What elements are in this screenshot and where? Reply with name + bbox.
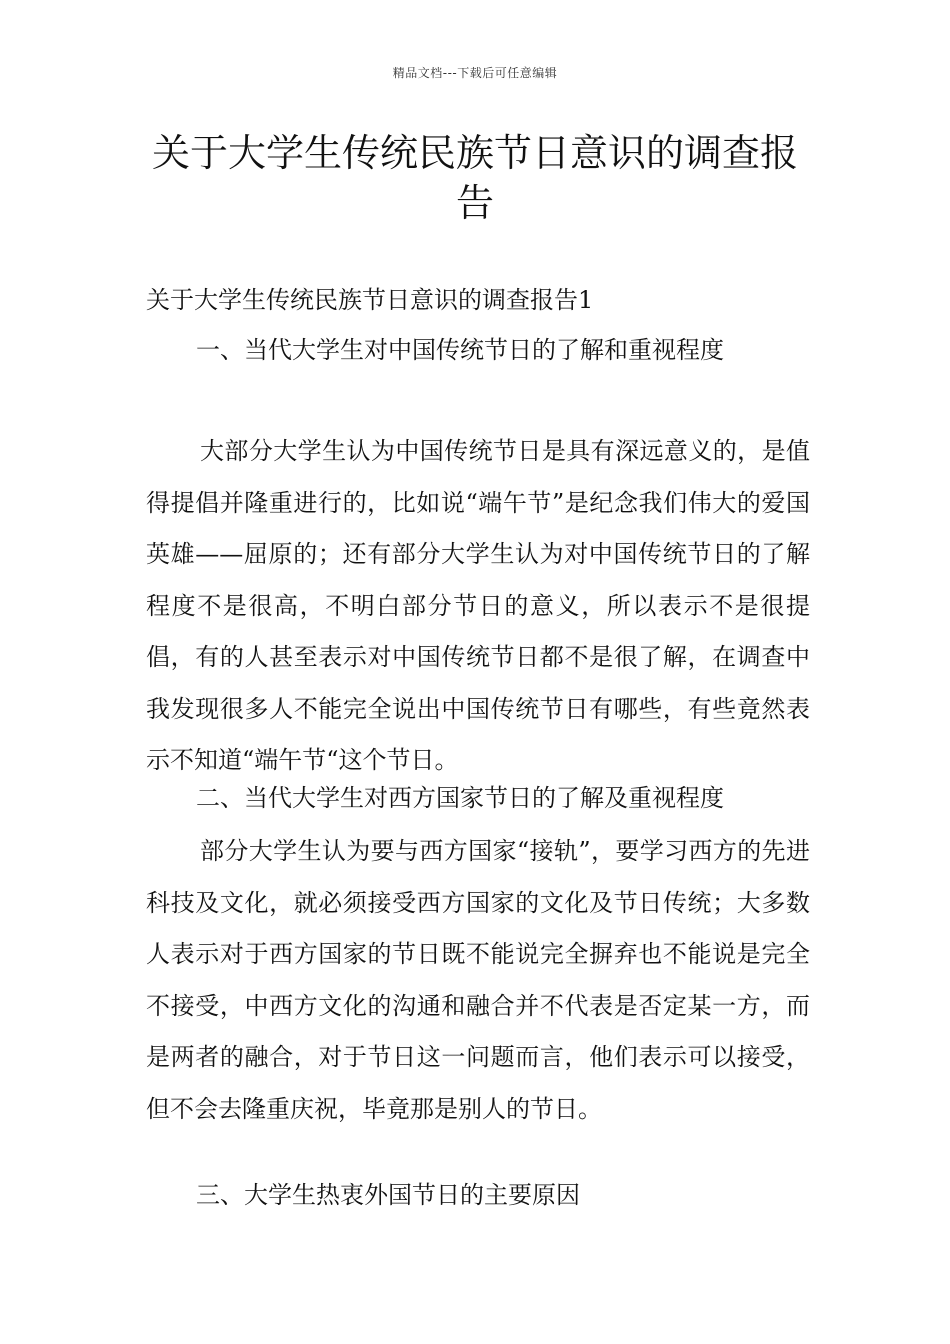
section-heading-1: 一、当代大学生对中国传统节日的了解和重视程度 — [196, 336, 724, 364]
document-subtitle: 关于大学生传统民族节日意识的调查报告1 — [146, 286, 594, 314]
section-paragraph-1: 大部分大学生认为中国传统节日是具有深远意义的，是值得提倡并隆重进行的，比如说“端午节”是纪念我们伟大的爱国英雄——屈原的；还有部分大学生认为对中国传统节日的了解程度不是很高，不明白部分节日的意义，所以表示不是很提倡，有的人甚至表示对中国传统节日都不是很了解，在调查中我发现很多人不能完全说出中国传统节日有哪些，有些竟然表示不知道“端午节“这个节日。 — [146, 437, 810, 774]
section-paragraph-2: 部分大学生认为要与西方国家“接轨”，要学习西方的先进科技及文化，就必须接受西方国家的文化及节日传统；大多数人表示对于西方国家的节日既不能说完全摒弃也不能说是完全不接受，中西方文化的沟通和融合并不代表是否定某一方，而是两者的融合，对于节日这一问题而言，他们表示可以接受，但不会去隆重庆祝，毕竟那是别人的节日。 — [146, 837, 810, 1123]
section-heading-3: 三、大学生热衷外国节日的主要原因 — [196, 1181, 580, 1209]
document-title: 关于大学生传统民族节日意识的调查报告 — [151, 131, 798, 225]
header-note: 精品文档---下载后可任意编辑 — [392, 66, 558, 80]
section-heading-2: 二、当代大学生对西方国家节日的了解及重视程度 — [196, 784, 724, 812]
